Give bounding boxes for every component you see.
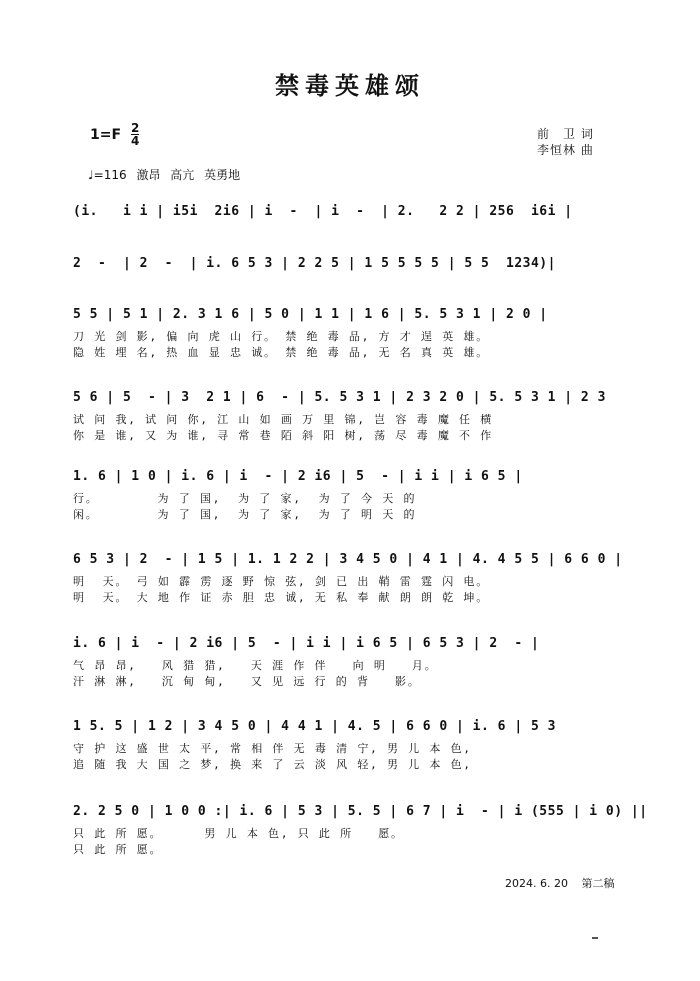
lyric-verse-2: 闲。 为 了 国, 为 了 家, 为 了 明 天 的 bbox=[73, 508, 417, 521]
lyric-verse-2: 明 天。 大 地 作 证 赤 胆 忠 诚, 无 私 奉 献 朗 朗 乾 坤。 bbox=[73, 591, 490, 604]
composer-credit: 李恒林 曲 bbox=[537, 143, 594, 157]
lyric-verse-2: 隐 姓 埋 名, 热 血 显 忠 诚。 禁 绝 毒 品, 无 名 真 英 雄。 bbox=[73, 346, 490, 359]
lyric-verse-1: 只 此 所 愿。 男 儿 本 色, 只 此 所 愿。 bbox=[73, 827, 404, 840]
score-row-2 bbox=[73, 256, 618, 278]
notation-line: 5 6 | 5 - | 3 2 1 | 6 - | 5. 5 3 1 | 2 3 2 0 | 5. 5 3 1 | 2 3 bbox=[73, 390, 606, 405]
footer-date: 2024. 6. 20 bbox=[505, 877, 568, 890]
notation-line: 2. 2 5 0 | 1 0 0 :| i. 6 | 5 3 | 5. 5 | 6 7 | i - | i (555 | i 0) || bbox=[73, 804, 648, 819]
lyric-verse-1: 气 昂 昂, 风 猎 猎, 天 涯 作 伴 向 明 月。 bbox=[73, 659, 438, 672]
time-signature-bottom: 4 bbox=[131, 134, 140, 148]
tempo-bpm: ♩=116 bbox=[88, 168, 127, 182]
page-speck bbox=[592, 937, 598, 939]
notation-line: 1 5. 5 | 1 2 | 3 4 5 0 | 4 4 1 | 4. 5 | 6 6 0 | i. 6 | 5 3 bbox=[73, 719, 556, 734]
lyric-verse-1: 行。 为 了 国, 为 了 家, 为 了 今 天 的 bbox=[73, 492, 417, 505]
notation-line: 2 - | 2 - | i. 6 5 3 | 2 2 5 | 1 5 5 5 5 | 5 5 1234)| bbox=[73, 256, 556, 271]
expression-1: 激昂 bbox=[136, 168, 161, 182]
time-signature-top: 2 bbox=[131, 121, 140, 135]
expression-2: 高亢 bbox=[170, 168, 195, 182]
lyric-verse-2: 追 随 我 大 国 之 梦, 换 来 了 云 淡 风 轻, 男 儿 本 色, bbox=[73, 758, 472, 771]
notation-line: 1. 6 | 1 0 | i. 6 | i - | 2 i6 | 5 - | i i | i 6 5 | bbox=[73, 469, 523, 484]
lyric-verse-2: 你 是 谁, 又 为 谁, 寻 常 巷 陌 斜 阳 树, 荡 尽 毒 魔 不 作 bbox=[73, 429, 494, 442]
score-row-3 bbox=[73, 307, 618, 361]
lyric-verse-2: 汗 淋 淋, 沉 甸 甸, 又 见 远 行 的 背 影。 bbox=[73, 675, 421, 688]
notation-line: 5 5 | 5 1 | 2. 3 1 6 | 5 0 | 1 1 | 1 6 | 5. 5 3 1 | 2 0 | bbox=[73, 307, 548, 322]
score-row-8 bbox=[73, 719, 618, 773]
lyric-verse-1: 试 问 我, 试 问 你, 江 山 如 画 万 里 锦, 岂 容 毒 魔 任 横 bbox=[73, 413, 494, 426]
lyric-verse-2: 只 此 所 愿。 bbox=[73, 843, 163, 856]
key-signature bbox=[90, 122, 139, 147]
lyric-verse-1: 明 天。 弓 如 霹 雳 逐 野 惊 弦, 剑 已 出 鞘 雷 霆 闪 电。 bbox=[73, 575, 490, 588]
notation-line: (i. i i | i5i 2i6 | i - | i - | 2. 2 2 | 256 i6i | bbox=[73, 204, 573, 219]
score-row-9 bbox=[73, 804, 648, 858]
lyric-verse-1: 刀 光 剑 影, 偏 向 虎 山 行。 禁 绝 毒 品, 方 才 逞 英 雄。 bbox=[73, 330, 490, 343]
score-row-1 bbox=[73, 204, 618, 226]
key-label: 1=F bbox=[90, 126, 122, 143]
expression-3: 英勇地 bbox=[204, 168, 241, 182]
notation-line: i. 6 | i - | 2 i6 | 5 - | i i | i 6 5 | 6 5 3 | 2 - | bbox=[73, 636, 540, 651]
lyricist-credit: 前 卫 词 bbox=[537, 127, 594, 141]
footer-note bbox=[505, 875, 624, 891]
score-row-7 bbox=[73, 636, 618, 690]
lyric-verse-1: 守 护 这 盛 世 太 平, 常 相 伴 无 毒 清 宁, 男 儿 本 色, bbox=[73, 742, 472, 755]
song-title: 禁毒英雄颂 bbox=[275, 72, 425, 100]
notation-line: 6 5 3 | 2 - | 1 5 | 1. 1 2 2 | 3 4 5 0 | 4 1 | 4. 4 5 5 | 6 6 0 | bbox=[73, 552, 623, 567]
score-row-5 bbox=[73, 469, 618, 523]
tempo-marking bbox=[88, 166, 246, 183]
footer-draft: 第二稿 bbox=[581, 877, 615, 890]
score-row-4 bbox=[73, 390, 618, 444]
time-signature bbox=[131, 122, 139, 147]
score-row-6 bbox=[73, 552, 623, 606]
